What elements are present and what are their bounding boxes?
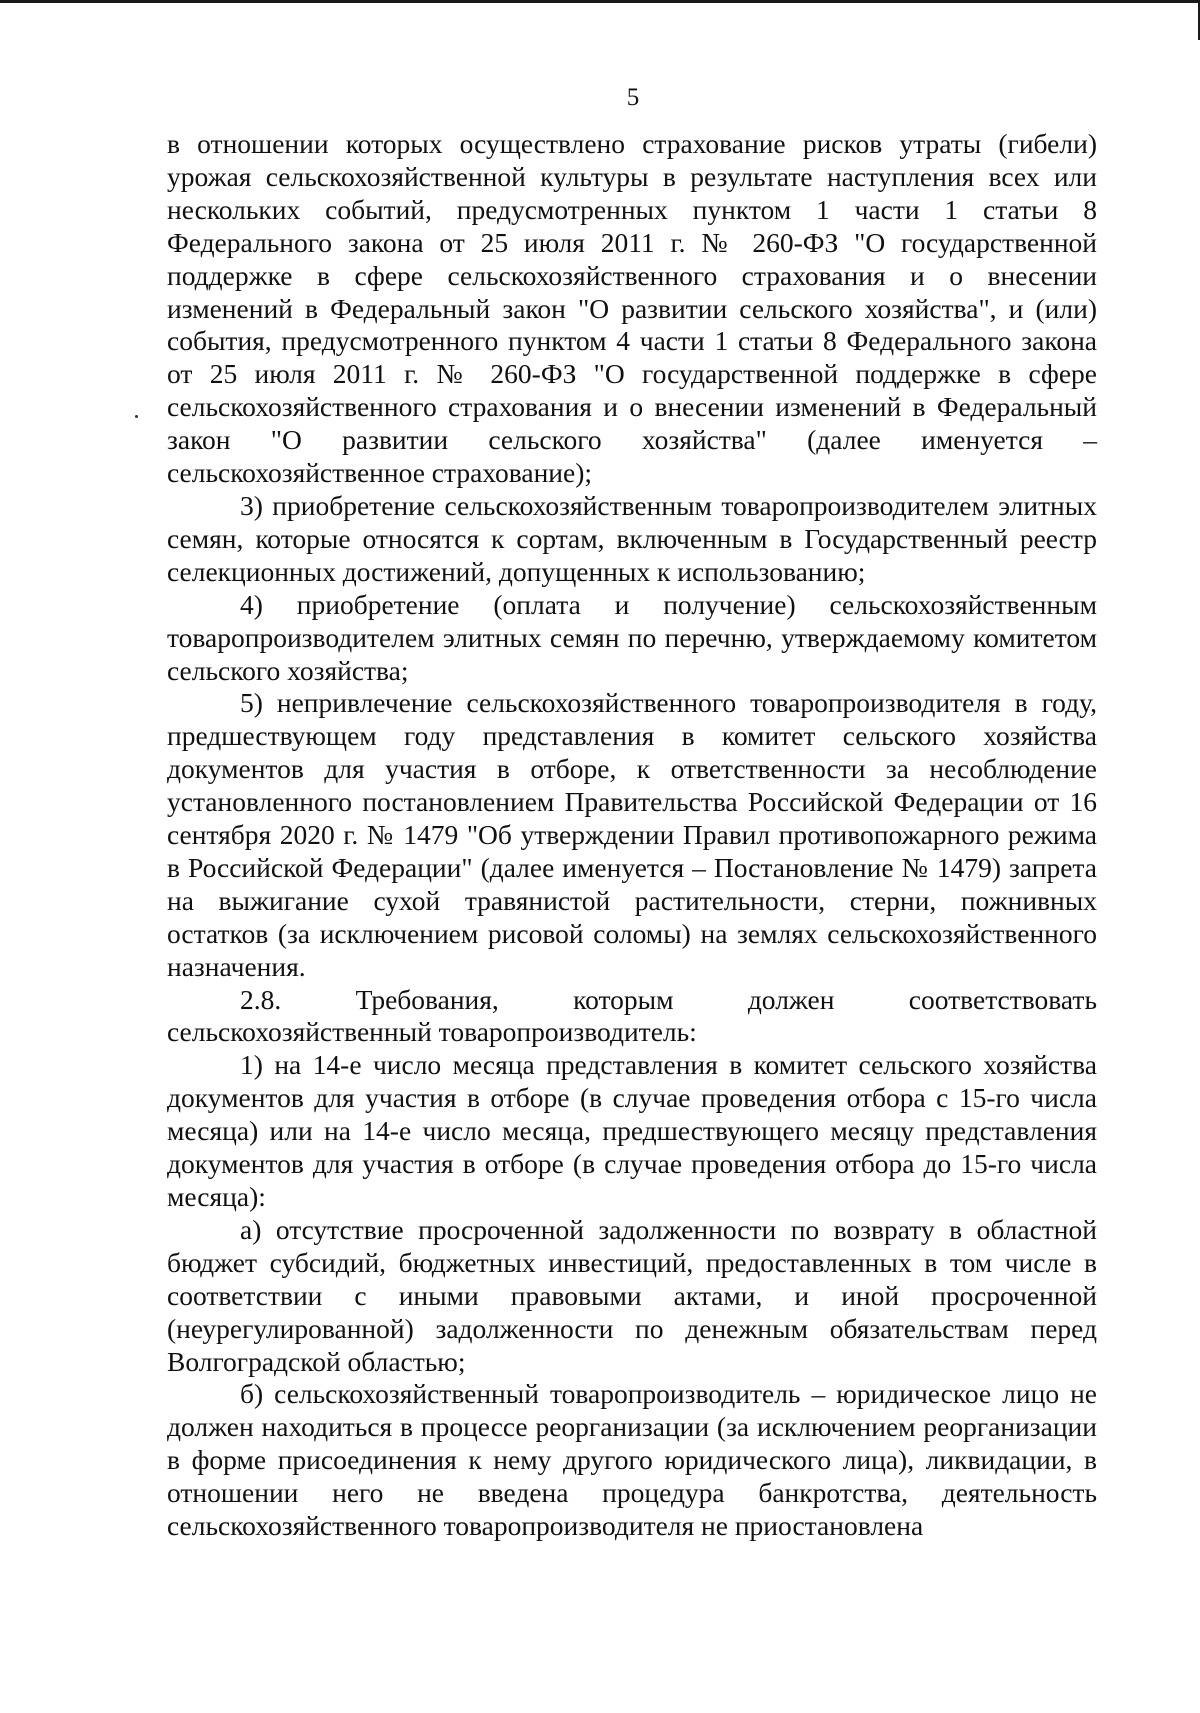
scan-speck [135, 415, 138, 418]
paragraph-requirement-a: а) отсутствие просроченной задолженности по возврату в областной бюджет субсидий, бюджетных инвестиций, предоставленных в том числе в соответствии с иными правовыми актами, и иной просроченной (неурегулированной) задолженности по денежным обязательствам перед Волгоградской областью; [167, 1213, 1097, 1377]
scan-top-edge [0, 0, 1200, 3]
page-number: 5 [626, 84, 640, 111]
paragraph-requirement-b: б) сельскохозяйственный товаропроизводитель – юридическое лицо не должен находиться в процессе реорганизации (за исключением реорганизации в форме присоединения к нему другого юридического лица), ликвидации, в отношении него не введена процедура банкротства, деятельность сельскохозяйственного товаропроизводителя не приостановлена [167, 1378, 1097, 1542]
paragraph-item-5: 5) непривлечение сельскохозяйственного товаропроизводителя в году, предшествующем году представления в комитет сельского хозяйства документов для участия в отборе, к ответственности за несоблюдение установленного постановлением Правительства Российской Федерации от 16 сентября 2020 г. № 1479 "Об утверждении Правил противопожарного режима в Российской Федерации" (далее именуется – Постановление № 1479) запрета на выжигание сухой травянистой растительности, стерни, пожнивных остатков (за исключением рисовой соломы) на землях сельскохозяйственного назначения. [167, 687, 1097, 982]
document-body [167, 128, 1097, 1543]
paragraph-item-3: 3) приобретение сельскохозяйственным товаропроизводителем элитных семян, которые относятся к сортам, включенным в Государственный реестр селекционных достижений, допущенных к использованию; [167, 489, 1097, 587]
paragraph-continuation: в отношении которых осуществлено страхование рисков утраты (гибели) урожая сельскохозяйственной культуры в результате наступления всех или нескольких событий, предусмотренных пунктом 1 части 1 статьи 8 Федерального закона от 25 июля 2011 г. № 260-ФЗ "О государственной поддержке в сфере сельскохозяйственного страхования и о внесении изменений в Федеральный закон "О развитии сельского хозяйства", и (или) события, предусмотренного пунктом 4 части 1 статьи 8 Федерального закона от 25 июля 2011 г. № 260-ФЗ "О государственной поддержке в сфере сельскохозяйственного страхования и о внесении изменений в Федеральный закон "О развитии сельского хозяйства" (далее именуется – сельскохозяйственное страхование); [167, 128, 1097, 489]
paragraph-requirement-1: 1) на 14-е число месяца представления в комитет сельского хозяйства документов для участия в отборе (в случае проведения отбора с 15-го числа месяца) или на 14-е число месяца, предшествующего месяцу представления документов для участия в отборе (в случае проведения отбора до 15-го числа месяца): [167, 1049, 1097, 1212]
paragraph-section-2-8: 2.8. Требования, которым должен соответствовать сельскохозяйственный товаропроизводитель: [167, 983, 1097, 1048]
paragraph-item-4: 4) приобретение (оплата и получение) сельскохозяйственным товаропроизводителем элитных семян по перечню, утверждаемому комитетом сельского хозяйства; [167, 588, 1097, 686]
